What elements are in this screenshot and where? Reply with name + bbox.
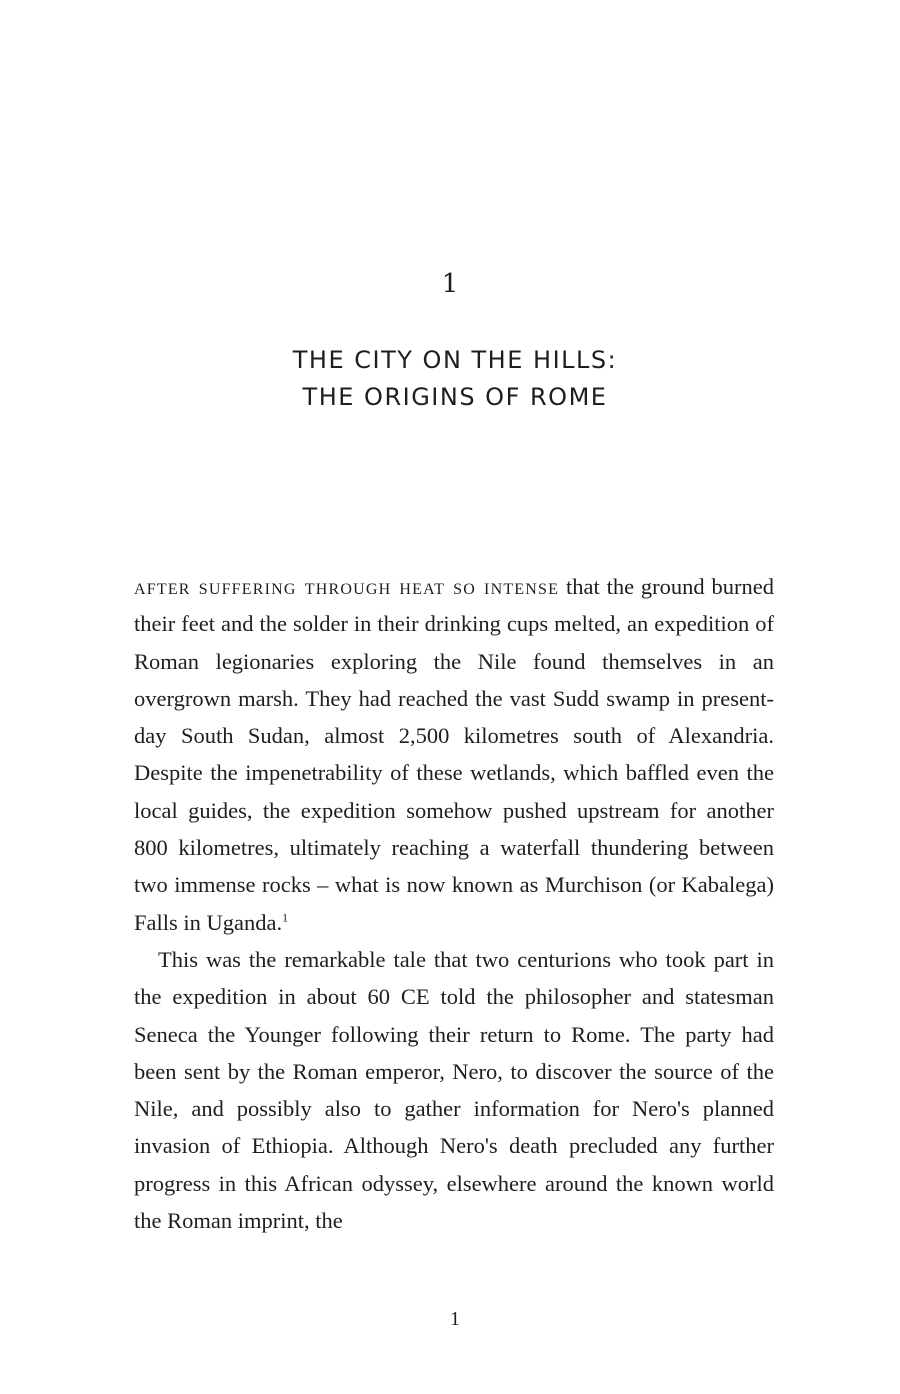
chapter-title xyxy=(0,342,900,416)
chapter-title-line-1: THE CITY ON THE HILLS: xyxy=(292,346,618,374)
paragraph-1-lead-in: after suffering through heat so intense xyxy=(134,574,560,599)
footnote-reference[interactable]: 1 xyxy=(282,910,289,925)
chapter-number: 1 xyxy=(441,269,459,299)
body-text xyxy=(134,568,774,1239)
paragraph-2: This was the remarkable tale that two centurions who took part in the expedition in about 60 CE told the philosopher and statesman Seneca the Younger following their return to Rome. The party had been sent by the Roman emperor, Nero, to discover the source of the Nile, and possibly also to gather information for Nero's planned invasion of Ethiopia. Although Nero's death precluded any further progress in this African odyssey, elsewhere around the known world the Roman imprint, the xyxy=(134,946,774,1234)
paragraph-1 xyxy=(134,568,774,941)
page-number: 1 xyxy=(450,1308,460,1330)
paragraph-1-text: that the ground burned their feet and the solder in their drinking cups melted, an expedition of Roman legionaries exploring the Nile found themselves in an overgrown marsh. They had reached the vast Sudd swamp in present-day South Sudan, almost 2,500 kilometres south of Alexandria. Despite the impenetrability of these wetlands, which baffled even the local guides, the expedition somehow pushed upstream for another 800 kilometres, ultimately reaching a waterfall thundering between two immense rocks – what is now known as Murchison (or Kabalega) Falls in Uganda. xyxy=(134,574,774,935)
chapter-title-line-2: THE ORIGINS OF ROME xyxy=(302,383,608,411)
